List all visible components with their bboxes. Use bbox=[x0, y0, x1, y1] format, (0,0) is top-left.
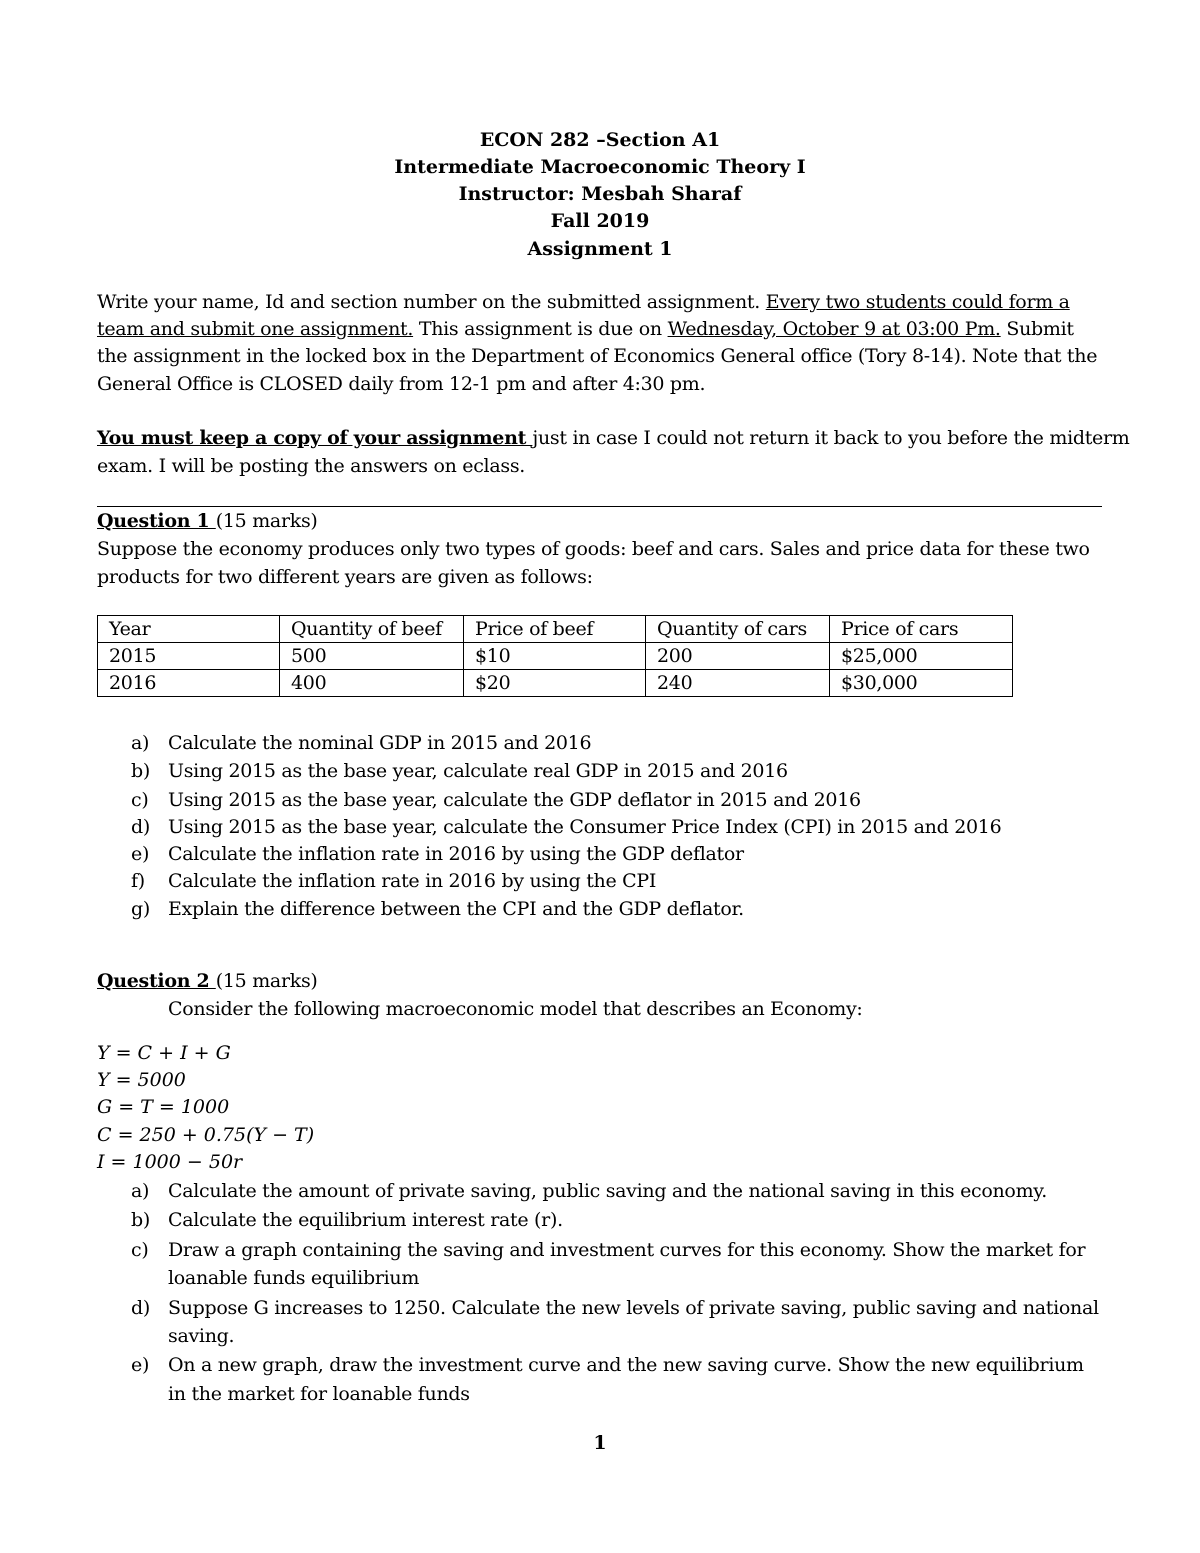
question-2-title: Question 2 bbox=[97, 970, 216, 992]
item-text: Calculate the nominal GDP in 2015 and 2016 bbox=[168, 732, 592, 754]
item-label: a) bbox=[131, 1180, 150, 1202]
table-cell: 200 bbox=[646, 643, 830, 670]
table-cell: 2016 bbox=[98, 670, 280, 697]
table-cell: $20 bbox=[464, 670, 646, 697]
q1-item-e bbox=[131, 840, 744, 868]
table-cell: 2015 bbox=[98, 643, 280, 670]
keep-copy-note: You must keep a copy of your assignment bbox=[97, 427, 533, 449]
q2-item-e-cont: in the market for loanable funds bbox=[168, 1383, 470, 1405]
table-cell: $10 bbox=[464, 643, 646, 670]
item-label: e) bbox=[131, 843, 150, 865]
item-text: Calculate the inflation rate in 2016 by using the GDP deflator bbox=[168, 843, 744, 865]
table-header-cell: Price of cars bbox=[830, 616, 1013, 643]
item-label: c) bbox=[131, 789, 149, 811]
question-2-intro: Consider the following macroeconomic model that describes an Economy: bbox=[168, 998, 863, 1020]
q2-item-d bbox=[131, 1294, 1099, 1322]
table-row bbox=[98, 670, 1013, 697]
item-label: b) bbox=[131, 760, 150, 782]
equation-5: I = 1000 − 50r bbox=[97, 1151, 243, 1173]
keep-copy-line-2: exam. I will be posting the answers on eclass. bbox=[97, 455, 526, 477]
q2-item-b bbox=[131, 1206, 563, 1234]
item-text: Calculate the inflation rate in 2016 by using the CPI bbox=[168, 870, 657, 892]
item-label: c) bbox=[131, 1239, 149, 1261]
item-text: Using 2015 as the base year, calculate the Consumer Price Index (CPI) in 2015 and 2016 bbox=[168, 816, 1002, 838]
question-1-heading bbox=[97, 507, 318, 535]
table-header-cell: Price of beef bbox=[464, 616, 646, 643]
intro-line-3: the assignment in the locked box in the Department of Economics General office (Tory 8-14). Note that the bbox=[97, 345, 1098, 367]
q1-item-f bbox=[131, 867, 656, 895]
item-text: Using 2015 as the base year, calculate the GDP deflator in 2015 and 2016 bbox=[168, 789, 861, 811]
term: Fall 2019 bbox=[550, 210, 650, 232]
item-label: d) bbox=[131, 1297, 150, 1319]
q2-item-e bbox=[131, 1351, 1084, 1379]
q2-item-a bbox=[131, 1177, 1047, 1205]
keep-copy-line-1 bbox=[97, 424, 1130, 452]
q1-item-b bbox=[131, 757, 788, 785]
item-label: g) bbox=[131, 898, 150, 920]
item-text: Explain the difference between the CPI and the GDP deflator. bbox=[168, 898, 744, 920]
team-note: Every two students could form a bbox=[765, 291, 1070, 313]
table-row bbox=[98, 643, 1013, 670]
question-1-title: Question 1 bbox=[97, 510, 216, 532]
table-cell: $25,000 bbox=[830, 643, 1013, 670]
question-2-marks: (15 marks) bbox=[215, 970, 318, 992]
intro-text: Write your name, Id and section number on the submitted assignment. bbox=[97, 291, 766, 313]
item-label: f) bbox=[131, 870, 145, 892]
intro-line-2 bbox=[97, 315, 1074, 343]
keep-copy-text: just in case I could not return it back to you before the midterm bbox=[532, 427, 1130, 449]
page-number: 1 bbox=[593, 1432, 607, 1454]
item-text: Calculate the amount of private saving, public saving and the national saving in this economy. bbox=[168, 1180, 1047, 1202]
q1-item-c bbox=[131, 786, 861, 814]
question-1-text-1: Suppose the economy produces only two types of goods: beef and cars. Sales and price data for these two bbox=[97, 538, 1090, 560]
question-1-marks: (15 marks) bbox=[215, 510, 318, 532]
assignment-title: Assignment 1 bbox=[527, 238, 673, 260]
table-cell: 500 bbox=[280, 643, 464, 670]
item-label: a) bbox=[131, 732, 150, 754]
item-text: On a new graph, draw the investment curve and the new saving curve. Show the new equilibrium bbox=[168, 1354, 1084, 1376]
item-text: Calculate the equilibrium interest rate (r). bbox=[168, 1209, 563, 1231]
course-title: Intermediate Macroeconomic Theory I bbox=[394, 156, 806, 178]
item-label: d) bbox=[131, 816, 150, 838]
submit-text: Submit bbox=[1000, 318, 1074, 340]
q1-item-a bbox=[131, 729, 591, 757]
course-code: ECON 282 –Section A1 bbox=[479, 129, 721, 151]
table-header-cell: Year bbox=[98, 616, 280, 643]
q2-item-d-cont: saving. bbox=[168, 1325, 235, 1347]
q1-item-g bbox=[131, 895, 744, 923]
item-text: Using 2015 as the base year, calculate real GDP in 2015 and 2016 bbox=[168, 760, 788, 782]
item-label: e) bbox=[131, 1354, 150, 1376]
due-date: Wednesday, October 9 at 03:00 Pm. bbox=[667, 318, 1001, 340]
instructor: Instructor: Mesbah Sharaf bbox=[458, 183, 742, 205]
question-2-heading bbox=[97, 967, 318, 995]
item-text: Draw a graph containing the saving and investment curves for this economy. Show the market for bbox=[168, 1239, 1086, 1261]
sales-price-table bbox=[97, 615, 1013, 697]
q2-item-c bbox=[131, 1236, 1085, 1264]
table-cell: $30,000 bbox=[830, 670, 1013, 697]
question-1-text-2: products for two different years are given as follows: bbox=[97, 566, 593, 588]
table-header-cell: Quantity of cars bbox=[646, 616, 830, 643]
equation-4: C = 250 + 0.75(Y − T) bbox=[97, 1124, 315, 1146]
table-header-cell: Quantity of beef bbox=[280, 616, 464, 643]
table-header-row bbox=[98, 616, 1013, 643]
team-note-cont: team and submit one assignment. bbox=[97, 318, 414, 340]
q2-item-c-cont: loanable funds equilibrium bbox=[168, 1267, 420, 1289]
q1-item-d bbox=[131, 813, 1001, 841]
table-cell: 400 bbox=[280, 670, 464, 697]
item-text: Suppose G increases to 1250. Calculate the new levels of private saving, public saving and national bbox=[168, 1297, 1099, 1319]
equation-3: G = T = 1000 bbox=[97, 1096, 230, 1118]
equation-2: Y = 5000 bbox=[97, 1069, 186, 1091]
table-cell: 240 bbox=[646, 670, 830, 697]
equation-1: Y = C + I + G bbox=[97, 1042, 231, 1064]
due-text: This assignment is due on bbox=[413, 318, 668, 340]
intro-line-1 bbox=[97, 288, 1070, 316]
intro-line-4: General Office is CLOSED daily from 12-1 pm and after 4:30 pm. bbox=[97, 373, 706, 395]
item-label: b) bbox=[131, 1209, 150, 1231]
